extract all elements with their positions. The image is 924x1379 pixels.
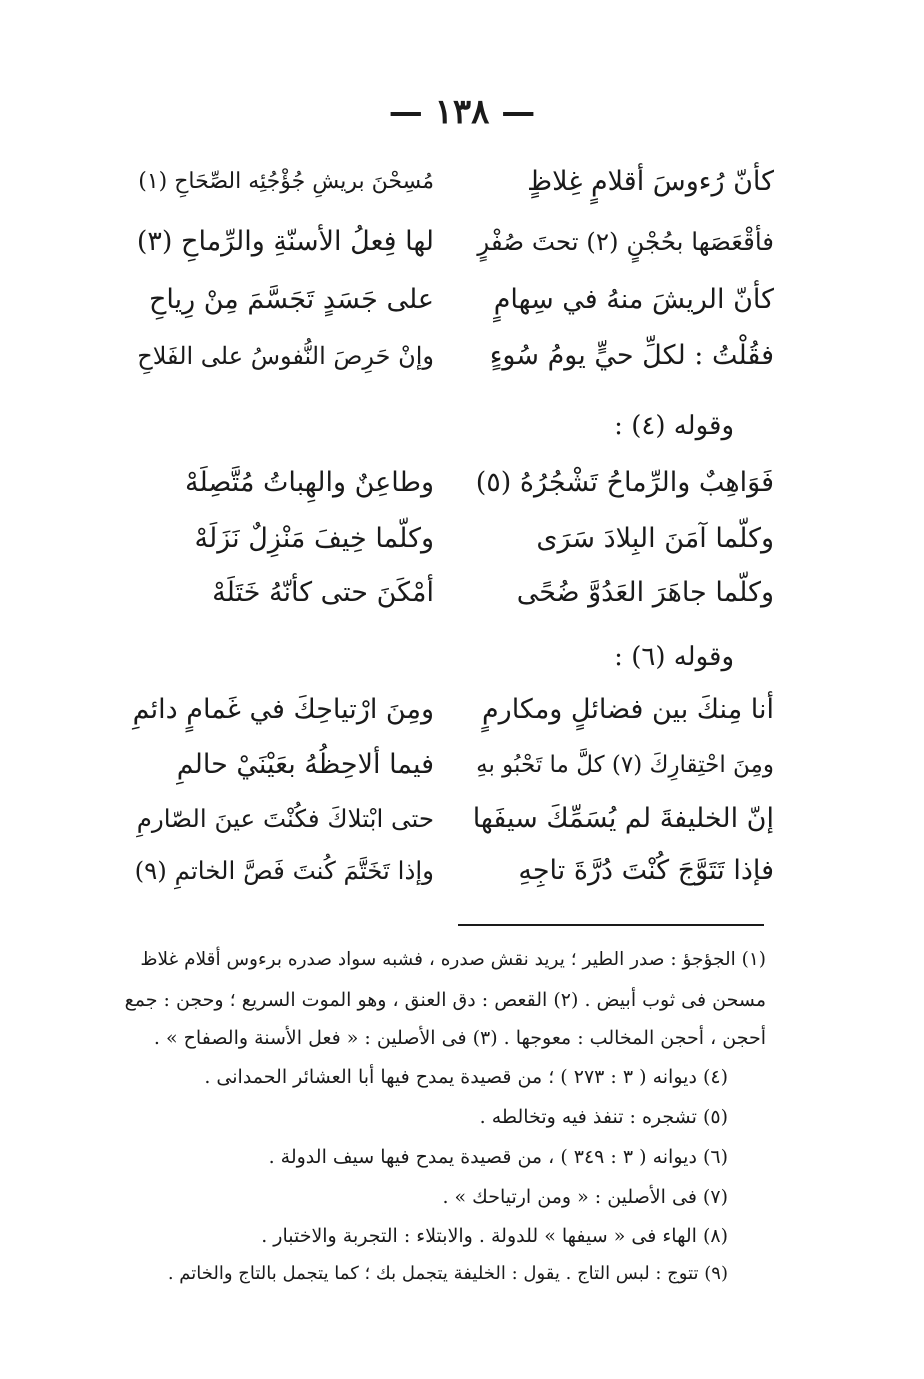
section-heading: وقوله (٦) : [614,642,734,672]
verse-second-hemistich: لها فِعلُ الأسنّةِ والرِّماحِ (٣) [136,226,434,257]
verse-second-hemistich: وكلّما خِيفَ مَنْزِلٌ نَزَلَهْ [194,523,434,554]
verse-first-hemistich: فقُلْتُ : لكلِّ حيٍّ يومُ سُوءٍ [489,340,774,371]
verse-first-hemistich: أنا مِنكَ بين فضائلٍ ومكارمٍ [481,694,774,725]
verse-first-hemistich: وكلّما جاهَرَ العَدُوَّ ضُحًى [516,577,774,608]
verse-second-hemistich: وإنْ حَرِصَ النُّفوسُ على الفَلاحِ [137,342,434,370]
verse-line [134,685,774,735]
verse-second-hemistich: أمْكَنَ حتى كأنّهُ خَتَلَهْ [212,577,434,608]
verse-line [134,217,774,267]
verse-line [134,794,774,844]
verse-second-hemistich: مُسِحْنَ بريشِ جُؤْجُئِه الصِّحَاحِ (١) [138,169,434,194]
verse-first-hemistich: فإذا تَتَوَّجَ كُنْتَ دُرَّةَ تاجِهِ [518,855,774,886]
footnote: (٨) الهاء فى « سيفها » للدولة . والابتلاء : التجربة والاختبار . [261,1225,728,1247]
verse-line [134,568,774,618]
verse-line [134,458,774,508]
footnote: مسحن فى ثوب أبيض . (٢) القعص : دق العنق ، وهو الموت السريع ؛ وحجن : جمع [124,989,766,1011]
verse-first-hemistich: ومِنَ احْتِقارِكَ (٧) كلَّ ما تَحْبُو بهِ [476,752,774,778]
verse-first-hemistich: إنّ الخليفةَ لم يُسَمِّكَ سيفَها [472,803,774,834]
verse-first-hemistich: فأقْعَصَها بحُجْنٍ (٢) تحتَ صُفْرٍ [477,227,774,256]
footnote: (٧) فى الأصلين : « ومن ارتياحك » . [442,1186,728,1208]
verse-first-hemistich: كأنّ الريشَ منهُ في سِهامٍ [493,284,774,315]
verse-first-hemistich: وكلّما آمَنَ البِلادَ سَرَى [536,523,774,554]
verse-line [134,846,774,896]
footnote: (٥) تشجره : تنفذ فيه وتخالطه . [479,1106,728,1128]
verse-first-hemistich: كأنّ رُءوسَ أقلامٍ غِلاظٍ [527,166,774,197]
footnote: (٤) ديوانه ( ٣ : ٢٧٣ ) ؛ من قصيدة يمدح فيها أبا العشائر الحمدانى . [204,1066,728,1088]
verse-line [134,157,774,207]
verse-first-hemistich: فَوَاهِبٌ والرِّماحُ تَشْجُرُهُ (٥) [475,467,774,498]
verse-line [134,331,774,381]
verse-second-hemistich: وإذا تَخَتَّمَ كُنتَ فَصَّ الخاتمِ (٩) [134,856,434,885]
verse-line [134,275,774,325]
verse-line [134,514,774,564]
verse-second-hemistich: ومِنَ ارْتياحِكَ في غَمامٍ دائمِ [132,694,434,725]
footnote: أحجن ، أحجن المخالب : معوجها . (٣) فى الأصلين : « فعل الأسنة والصفاح » . [153,1027,766,1049]
footnote-divider [458,924,764,926]
section-heading: وقوله (٤) : [614,411,734,441]
verse-second-hemistich: وطاعِنٌ والهِباتُ مُتَّصِلَهْ [184,467,434,498]
verse-second-hemistich: على جَسَدٍ تَجَسَّمَ مِنْ رِياحِ [148,284,434,315]
verse-second-hemistich: حتى ابْتلاكَ فكُنْتَ عينَ الصّارمِ [136,804,434,833]
footnote: (١) الجؤجؤ : صدر الطير ؛ يريد نقش صدره ، فشبه سواد صدره برءوس أقلام غلاظ [140,949,766,970]
footnote: (٦) ديوانه ( ٣ : ٣٤٩ ) ، من قصيدة يمدح فيها سيف الدولة . [268,1146,728,1168]
verse-line [134,740,774,790]
footnote: (٩) تتوج : لبس التاج . يقول : الخليفة يتجمل بك ؛ كما يتجمل بالتاج والخاتم . [167,1263,728,1284]
page-number: — ١٣٨ — [388,92,536,132]
verse-second-hemistich: فيما ألاحِظُهُ بعَيْنَيْ حالمِ [176,749,434,780]
